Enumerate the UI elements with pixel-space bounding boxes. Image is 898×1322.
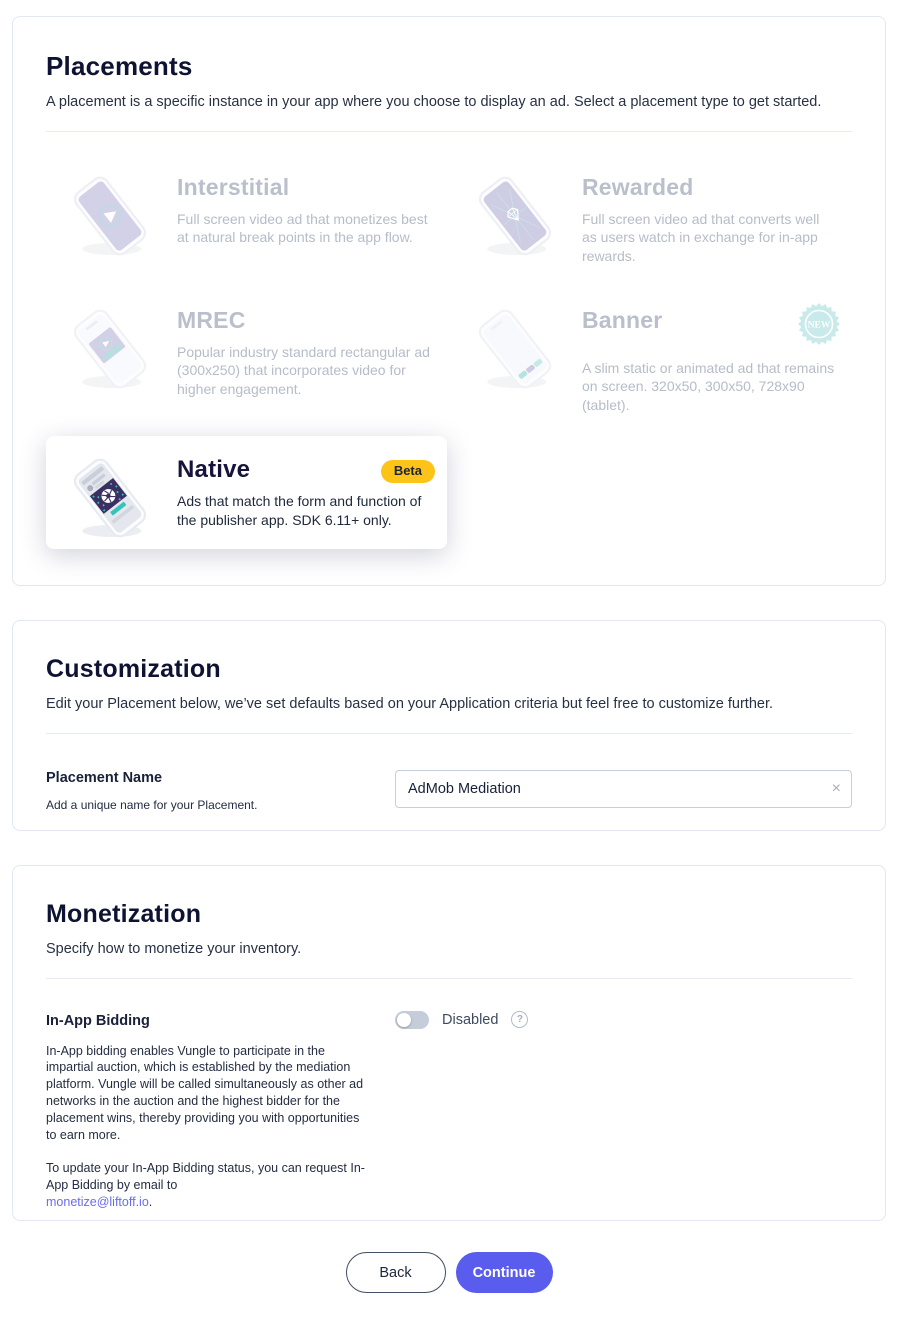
svg-text:NEW: NEW — [807, 320, 831, 331]
toggle-knob — [397, 1013, 411, 1027]
divider — [46, 131, 852, 132]
beta-badge: Beta — [381, 460, 435, 482]
placement-type-name: Interstitial — [177, 173, 290, 200]
placement-type-description: Popular industry standard rectangular ad (300x250) that incorporates video for higher engagement. — [177, 343, 430, 397]
placement-type-name: Banner — [582, 306, 663, 333]
mrec-phone-icon — [58, 301, 162, 397]
customization-subtitle: Edit your Placement below, we’ve set defaults based on your Application criteria but feel free to customize further. — [46, 696, 774, 712]
in-app-bidding-row — [46, 1013, 852, 1211]
placement-type-rewarded[interactable] — [451, 154, 852, 279]
clear-input-icon[interactable]: × — [831, 779, 841, 797]
placement-name-help: Add a unique name for your Placement. — [46, 797, 258, 812]
placement-type-description: Ads that match the form and function of the publisher app. SDK 6.11+ only. — [177, 493, 422, 528]
footer-actions — [0, 1252, 898, 1293]
placement-type-interstitial[interactable] — [46, 154, 447, 279]
placement-type-name: Native — [177, 456, 251, 484]
monetization-title: Monetization — [46, 900, 202, 928]
placement-name-input[interactable] — [396, 771, 851, 807]
continue-button[interactable]: Continue — [456, 1252, 553, 1293]
placements-subtitle: A placement is a specific instance in your app where you choose to display an ad. Select a placement type to get started. — [46, 94, 822, 110]
native-phone-icon — [58, 450, 162, 546]
customization-section — [12, 620, 886, 831]
in-app-bidding-state: Disabled — [442, 1011, 499, 1028]
placement-type-description: A slim static or animated ad that remains on screen. 320x50, 300x50, 728x90 (tablet). — [582, 359, 835, 413]
banner-phone-icon — [463, 301, 567, 397]
placement-type-native[interactable] — [46, 436, 447, 549]
placement-name-label: Placement Name — [46, 769, 163, 786]
placement-type-description: Full screen video ad that converts well as users watch in exchange for in-app rewards. — [582, 210, 820, 264]
divider — [46, 978, 852, 979]
placements-section — [12, 16, 886, 586]
in-app-bidding-request-text: To update your In-App Bidding status, you can request In-App Bidding by email to monetize@liftoff.io. — [46, 1160, 365, 1209]
in-app-bidding-description: In-App bidding enables Vungle to participate in the impartial auction, which is established by the mediation platform. Vungle will be called simultaneously as other ad networks in the auction and the highest bidder for the placement wins, thereby providing you with opportunities to earn more. — [46, 1043, 364, 1142]
placement-name-input-wrap — [395, 770, 852, 808]
monetization-subtitle: Specify how to monetize your inventory. — [46, 941, 302, 957]
interstitial-phone-icon — [58, 168, 162, 264]
rewarded-phone-icon — [463, 168, 567, 264]
placement-type-description: Full screen video ad that monetizes best at natural break points in the app flow. — [177, 210, 428, 246]
placement-type-grid — [46, 154, 852, 550]
new-badge — [798, 303, 840, 350]
in-app-bidding-toggle[interactable] — [395, 1011, 429, 1029]
customization-title: Customization — [46, 655, 221, 683]
in-app-bidding-label: In-App Bidding — [46, 1012, 150, 1029]
placement-type-banner[interactable] — [451, 287, 852, 428]
monetization-section — [12, 865, 886, 1221]
help-icon[interactable]: ? — [511, 1011, 528, 1028]
back-button[interactable]: Back — [346, 1252, 446, 1293]
placement-type-mrec[interactable] — [46, 287, 447, 428]
placements-title: Placements — [46, 51, 193, 81]
monetize-email-link[interactable]: monetize@liftoff.io — [46, 1194, 149, 1209]
placement-type-name: MREC — [177, 306, 246, 333]
placement-type-name: Rewarded — [582, 173, 694, 200]
divider — [46, 733, 852, 734]
placement-name-field-row — [46, 770, 852, 812]
